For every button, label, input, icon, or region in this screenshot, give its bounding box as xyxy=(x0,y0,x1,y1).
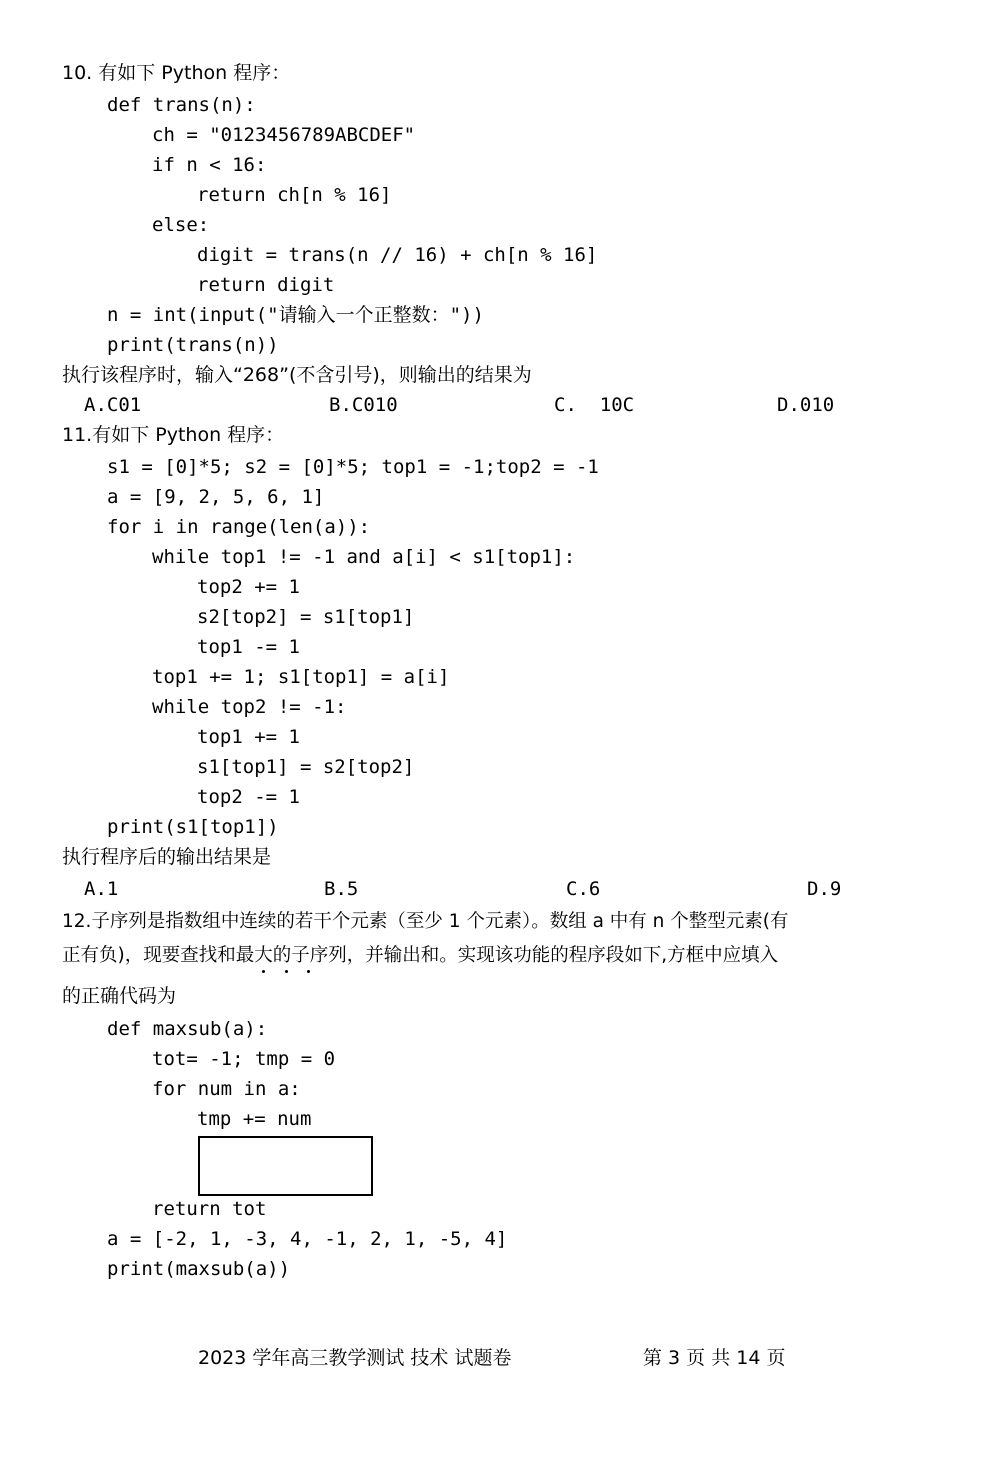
q10-code-line-2: ch = "0123456789ABCDEF" xyxy=(152,124,416,146)
q11-code-line-11: s1[top1] = s2[top2] xyxy=(197,756,415,778)
q11-code-line-8: top1 += 1; s1[top1] = a[i] xyxy=(152,666,450,688)
answer-blank-box xyxy=(198,1136,373,1196)
q11-code-line-5: top2 += 1 xyxy=(197,576,300,598)
q10-code-line-1: def trans(n): xyxy=(107,94,256,116)
q11-option-d: D.9 xyxy=(807,878,842,900)
q12-code-line-2: tot= -1; tmp = 0 xyxy=(152,1048,336,1070)
q10-code-line-5: else: xyxy=(152,214,210,236)
q10-code-line-3: if n < 16: xyxy=(152,154,267,176)
q12-code-line-5: return tot xyxy=(152,1198,267,1220)
q10-code-line-7: return digit xyxy=(197,274,335,296)
q12-code-line-7: print(maxsub(a)) xyxy=(107,1258,291,1280)
q11-stem: 11.有如下 Python 程序： xyxy=(62,424,285,446)
q11-option-a: A.1 xyxy=(84,878,119,900)
footer-exam-title: 2023 学年高三教学测试 技术 试题卷 xyxy=(198,1347,512,1369)
q11-code-line-9: while top2 != -1: xyxy=(152,696,347,718)
q10-code-line-9: print(trans(n)) xyxy=(107,334,279,356)
q11-code-line-2: a = [9, 2, 5, 6, 1] xyxy=(107,486,325,508)
q11-code-line-1: s1 = [0]*5; s2 = [0]*5; top1 = -1;top2 = -1 xyxy=(107,456,599,478)
q11-code-line-10: top1 += 1 xyxy=(197,726,300,748)
q11-code-line-4: while top1 != -1 and a[i] < s1[top1]: xyxy=(152,546,576,568)
q12-code-line-3: for num in a: xyxy=(152,1078,301,1100)
q10-code-line-6: digit = trans(n // 16) + ch[n % 16] xyxy=(197,244,598,266)
q10-option-a: A.C01 xyxy=(84,394,142,416)
q11-code-line-6: s2[top2] = s1[top1] xyxy=(197,606,415,628)
q11-code-line-12: top2 -= 1 xyxy=(197,786,300,808)
q11-code-line-3: for i in range(len(a)): xyxy=(107,516,371,538)
q12-stem-line-1: 12.子序列是指数组中连续的若干个元素（至少 1 个元素）。数组 a 中有 n 个整型元素(有 xyxy=(62,911,789,932)
emphasis-dot xyxy=(285,970,288,973)
q12-code-line-6: a = [-2, 1, -3, 4, -1, 2, 1, -5, 4] xyxy=(107,1228,508,1250)
q11-option-c: C.6 xyxy=(566,878,601,900)
emphasis-dot xyxy=(262,970,265,973)
q10-question: 执行该程序时，输入“268”(不含引号)，则输出的结果为 xyxy=(62,364,532,386)
q11-question: 执行程序后的输出结果是 xyxy=(62,846,272,868)
q12-stem-line-3: 的正确代码为 xyxy=(62,985,177,1007)
emphasis-dot xyxy=(307,970,310,973)
q10-code-line-8: n = int(input("请输入一个正整数：")) xyxy=(107,304,484,326)
q10-option-b: B.C010 xyxy=(329,394,398,416)
q12-code-line-4: tmp += num xyxy=(197,1108,312,1130)
q11-code-line-7: top1 -= 1 xyxy=(197,636,300,658)
q12-stem-line-2: 正有负)，现要查找和最大的子序列，并输出和。实现该功能的程序段如下,方框中应填入 xyxy=(62,945,779,966)
footer-page-number: 第 3 页 共 14 页 xyxy=(643,1347,786,1369)
q11-option-b: B.5 xyxy=(324,878,359,900)
q11-code-line-13: print(s1[top1]) xyxy=(107,816,279,838)
q12-code-line-1: def maxsub(a): xyxy=(107,1018,268,1040)
q10-option-d: D.010 xyxy=(777,394,835,416)
q10-code-line-4: return ch[n % 16] xyxy=(197,184,392,206)
q10-option-c: C. 10C xyxy=(554,394,635,416)
q10-stem: 10. 有如下 Python 程序： xyxy=(62,62,291,84)
